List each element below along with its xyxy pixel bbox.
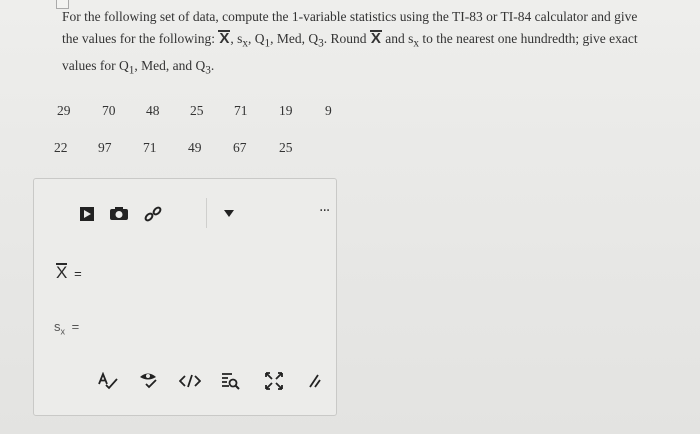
spellcheck-icon[interactable] (96, 370, 120, 392)
dropdown-arrow-icon[interactable] (218, 203, 240, 225)
question-line-1: For the following set of data, compute the 1-variable statistics using the TI-83 or TI-84 calculator and give (62, 9, 638, 24)
accessibility-check-icon[interactable] (137, 370, 161, 392)
data-value: 71 (234, 103, 248, 118)
sx-answer-input[interactable] (94, 317, 314, 341)
data-value: 70 (102, 103, 116, 118)
data-value: 19 (279, 103, 293, 118)
question-line-3: values for $Q_1$, Med, and $Q_3$. (62, 57, 215, 77)
xbar-answer-input[interactable] (94, 261, 314, 285)
data-value: 29 (57, 103, 71, 118)
xbar-answer-label: X = (56, 263, 82, 282)
data-value: 49 (188, 140, 202, 155)
xbar-symbol: X (219, 30, 230, 47)
editor-toolbar (34, 179, 336, 239)
data-value: 71 (143, 140, 157, 155)
fullscreen-icon[interactable] (262, 370, 286, 392)
image-icon[interactable] (108, 203, 130, 225)
question-line-2: the values for the following: X, $s_x$, $Q_1$, Med, $Q_3$. Round X and $s_x$ to the nearest one hundredth; give exact (62, 30, 638, 50)
sx-answer-label: $s_x$ = (54, 319, 80, 337)
data-row-1 (0, 103, 700, 123)
question-text (62, 6, 682, 81)
data-value: 22 (54, 140, 68, 155)
resize-handle-icon[interactable] (302, 370, 326, 392)
data-value: 25 (190, 103, 204, 118)
xbar-symbol: X (370, 30, 381, 47)
data-value: 25 (279, 140, 293, 155)
equation-editor-icon[interactable] (76, 203, 98, 225)
data-value: 9 (325, 103, 332, 118)
more-options-button[interactable]: ... (319, 199, 330, 215)
data-value: 97 (98, 140, 112, 155)
find-replace-icon[interactable] (218, 370, 242, 392)
data-value: 48 (146, 103, 160, 118)
data-row-2 (0, 140, 700, 160)
link-icon[interactable] (142, 203, 164, 225)
html-editor-icon[interactable] (178, 370, 202, 392)
toolbar-divider (206, 198, 207, 228)
data-value: 67 (233, 140, 247, 155)
